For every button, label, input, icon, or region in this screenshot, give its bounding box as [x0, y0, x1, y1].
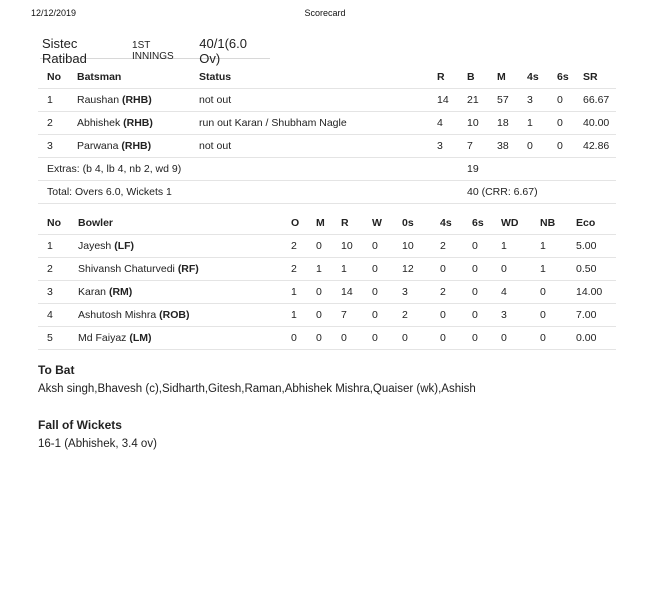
bowler-role: (LM)	[129, 332, 152, 344]
balls: 10	[467, 117, 479, 129]
print-date: 12/12/2019	[31, 8, 77, 18]
bowling-table	[38, 212, 616, 350]
runs: 14	[341, 286, 353, 298]
bowler-role: (LF)	[114, 240, 135, 252]
bowler-name: Shivansh Chaturvedi	[78, 263, 175, 275]
fours: 2	[440, 240, 446, 252]
header-minutes: M	[497, 71, 506, 83]
bowler-cell	[69, 304, 282, 327]
economy: 0.00	[576, 332, 597, 344]
row-no: 1	[47, 240, 53, 252]
bowler-cell	[69, 258, 282, 281]
bowling-header-row	[38, 212, 616, 235]
batsman-cell	[68, 89, 190, 112]
total-value: 40 (CRR: 6.67)	[467, 186, 538, 198]
strike-rate: 40.00	[583, 117, 610, 129]
wides: 4	[501, 286, 507, 298]
wickets: 0	[372, 332, 378, 344]
economy: 5.00	[576, 240, 597, 252]
economy: 14.00	[576, 286, 603, 298]
header-fours: 4s	[440, 217, 452, 229]
bowler-cell	[69, 327, 282, 350]
header-wickets: W	[372, 217, 382, 229]
table-row	[38, 281, 616, 304]
sixes: 0	[557, 94, 563, 106]
fours: 0	[440, 309, 446, 321]
table-row	[38, 304, 616, 327]
header-no-balls: NB	[540, 217, 556, 229]
no-balls: 0	[540, 309, 546, 321]
table-row	[38, 112, 616, 135]
scorecard	[38, 36, 616, 450]
wides: 0	[501, 263, 507, 275]
dismissal-status: not out	[199, 140, 232, 152]
header-batsman: Batsman	[77, 71, 122, 83]
header-economy: Eco	[576, 217, 596, 229]
header-status: Status	[199, 71, 232, 83]
no-balls: 0	[540, 286, 546, 298]
header-wides: WD	[501, 217, 519, 229]
print-title: Scorecard	[304, 8, 346, 18]
maidens: 0	[316, 286, 322, 298]
total-row	[38, 181, 616, 204]
row-no: 4	[47, 309, 53, 321]
innings-score: 40/1(6.0 Ov)	[199, 36, 247, 66]
row-no: 1	[47, 94, 53, 106]
header-balls: B	[467, 71, 475, 83]
dots: 10	[402, 240, 414, 252]
economy: 0.50	[576, 263, 597, 275]
header-sixes: 6s	[557, 71, 569, 83]
to-bat-title: To Bat	[38, 363, 75, 377]
overs: 2	[291, 240, 297, 252]
to-bat-list: Aksh singh,Bhavesh (c),Sidharth,Gitesh,Raman,Abhishek Mishra,Quaiser (wk),Ashish	[38, 383, 476, 395]
batsman-role: (RHB)	[121, 94, 152, 106]
dismissal-status: not out	[199, 94, 232, 106]
table-row	[38, 258, 616, 281]
dots: 2	[402, 309, 408, 321]
overs: 1	[291, 286, 297, 298]
dots: 0	[402, 332, 408, 344]
fours: 3	[527, 94, 533, 106]
economy: 7.00	[576, 309, 597, 321]
fours: 0	[527, 140, 533, 152]
bowler-cell	[69, 235, 282, 258]
fours: 2	[440, 286, 446, 298]
minutes: 38	[497, 140, 509, 152]
batsman-role: (RHB)	[121, 140, 152, 152]
minutes: 18	[497, 117, 509, 129]
header-no: No	[47, 71, 61, 83]
overs: 1	[291, 309, 297, 321]
strike-rate: 66.67	[583, 94, 610, 106]
fours: 0	[440, 263, 446, 275]
header-fours: 4s	[527, 71, 539, 83]
header-dots: 0s	[402, 217, 414, 229]
header-runs: R	[437, 71, 445, 83]
row-no: 2	[47, 263, 53, 275]
balls: 21	[467, 94, 479, 106]
row-no: 3	[47, 140, 53, 152]
balls: 7	[467, 140, 473, 152]
batting-header-row	[38, 66, 616, 89]
overs: 2	[291, 263, 297, 275]
total-label: Total: Overs 6.0, Wickets 1	[47, 186, 172, 198]
dots: 3	[402, 286, 408, 298]
bowler-role: (RM)	[108, 286, 133, 298]
batting-table	[38, 66, 616, 204]
batsman-cell	[68, 135, 190, 158]
maidens: 0	[316, 309, 322, 321]
sixes: 0	[557, 140, 563, 152]
header-no: No	[47, 217, 61, 229]
no-balls: 1	[540, 263, 546, 275]
table-row	[38, 89, 616, 112]
no-balls: 0	[540, 332, 546, 344]
row-no: 5	[47, 332, 53, 344]
header-strike-rate: SR	[583, 71, 598, 83]
maidens: 0	[316, 240, 322, 252]
batsman-role: (RHB)	[123, 117, 153, 129]
bowler-name: Karan	[78, 286, 107, 298]
sixes: 0	[472, 309, 478, 321]
extras-row	[38, 158, 616, 181]
maidens: 0	[316, 332, 322, 344]
sixes: 0	[557, 117, 563, 129]
sixes: 0	[472, 240, 478, 252]
header-maidens: M	[316, 217, 325, 229]
extras-label: Extras: (b 4, lb 4, nb 2, wd 9)	[47, 163, 182, 175]
row-no: 3	[47, 286, 53, 298]
wickets: 0	[372, 263, 378, 275]
fours: 1	[527, 117, 533, 129]
wickets: 0	[372, 286, 378, 298]
maidens: 1	[316, 263, 322, 275]
minutes: 57	[497, 94, 509, 106]
bowler-name: Md Faiyaz	[78, 332, 127, 344]
bowler-role: (RF)	[177, 263, 199, 275]
sixes: 0	[472, 286, 478, 298]
wickets: 0	[372, 309, 378, 321]
team-name: Sistec Ratibad	[42, 36, 87, 66]
header-runs: R	[341, 217, 349, 229]
runs: 3	[437, 140, 443, 152]
overs: 0	[291, 332, 297, 344]
fall-of-wickets-title: Fall of Wickets	[38, 418, 122, 432]
batsman-name: Abhishek	[77, 117, 121, 129]
sixes: 0	[472, 263, 478, 275]
strike-rate: 42.86	[583, 140, 610, 152]
runs: 10	[341, 240, 353, 252]
innings-label: 1ST INNINGS	[132, 40, 174, 62]
batsman-name: Raushan	[77, 94, 120, 106]
bowler-name: Ashutosh Mishra	[78, 309, 157, 321]
table-row	[38, 135, 616, 158]
batsman-name: Parwana	[77, 140, 119, 152]
wides: 1	[501, 240, 507, 252]
row-no: 2	[47, 117, 53, 129]
fours: 0	[440, 332, 446, 344]
wides: 3	[501, 309, 507, 321]
runs: 1	[341, 263, 347, 275]
runs: 7	[341, 309, 347, 321]
header-sixes: 6s	[472, 217, 484, 229]
fall-of-wickets-list: 16-1 (Abhishek, 3.4 ov)	[38, 438, 157, 450]
table-row	[38, 235, 616, 258]
wides: 0	[501, 332, 507, 344]
dismissal-status: run out Karan / Shubham Nagle	[199, 117, 347, 129]
header-bowler: Bowler	[78, 217, 114, 229]
runs: 14	[437, 94, 449, 106]
bowler-name: Jayesh	[78, 240, 112, 252]
innings-header	[40, 36, 270, 66]
bowler-cell	[69, 281, 282, 304]
wickets: 0	[372, 240, 378, 252]
bowler-role: (ROB)	[159, 309, 190, 321]
runs: 0	[341, 332, 347, 344]
batsman-cell	[68, 112, 190, 135]
extras-value: 19	[467, 163, 479, 175]
runs: 4	[437, 117, 443, 129]
header-overs: O	[291, 217, 300, 229]
sixes: 0	[472, 332, 478, 344]
no-balls: 1	[540, 240, 546, 252]
dots: 12	[402, 263, 414, 275]
table-row	[38, 327, 616, 350]
